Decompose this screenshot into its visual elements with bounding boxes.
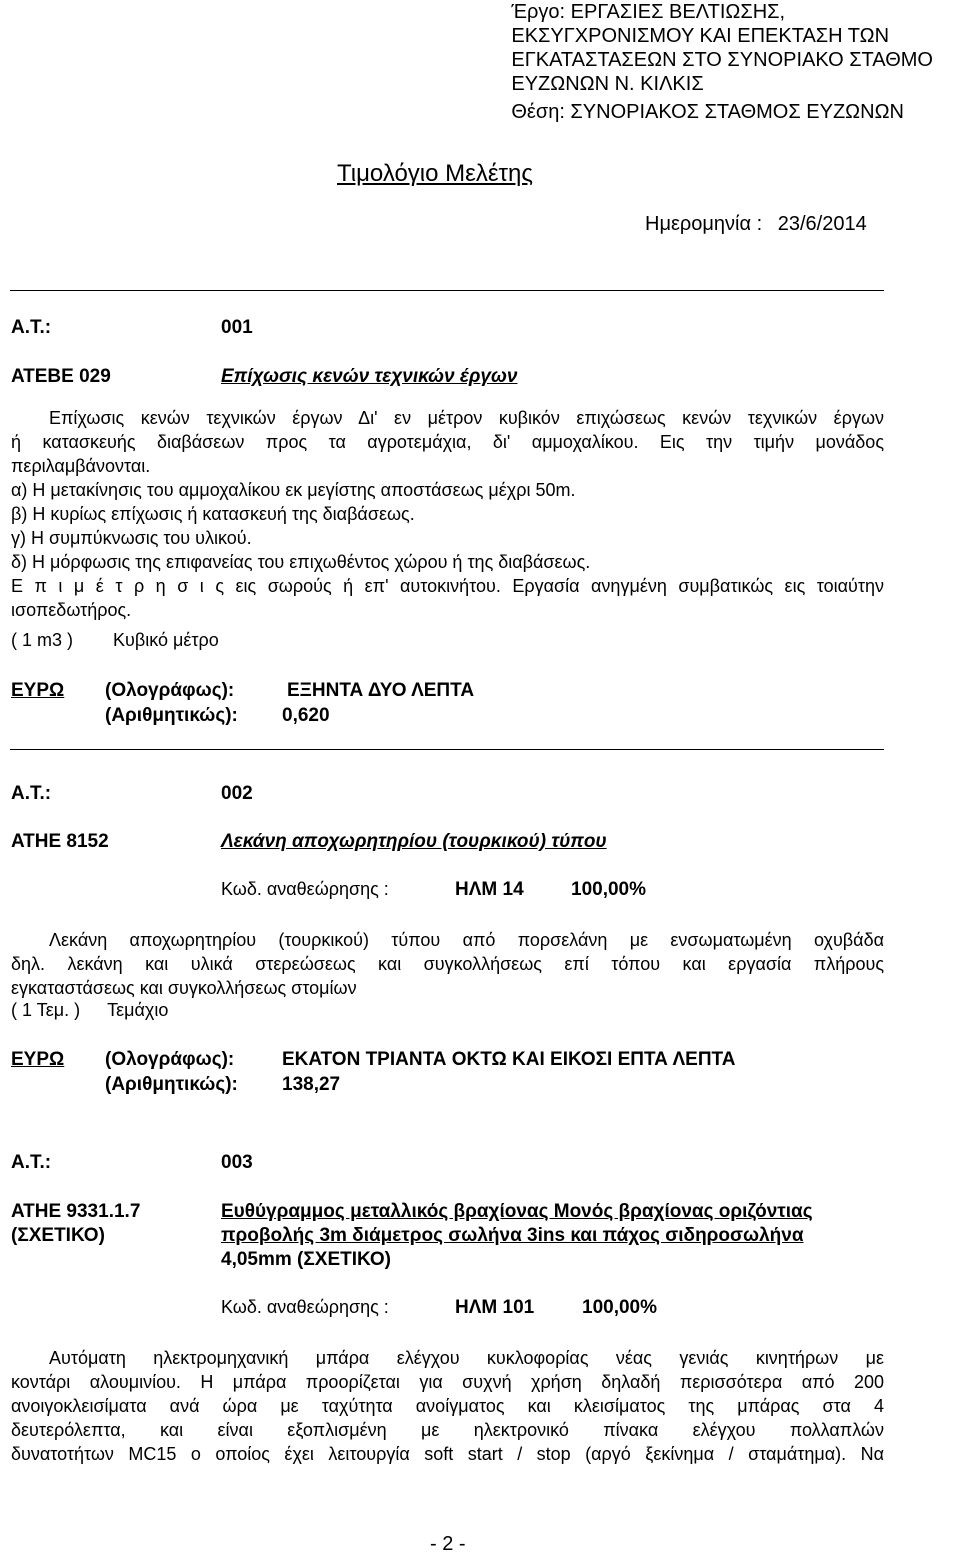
project-line: ΕΚΣΥΓΧΡΟΝΙΣΜΟΥ ΚΑΙ ΕΠΕΚΤΑΣΗ ΤΩΝ xyxy=(511,25,890,47)
project-header xyxy=(511,0,933,124)
description-line: ή κατασκευής διαβάσεων προς τα αγροτεμάχια, δι' αμμοχαλίκου. Εις την τιμήν μονάδος xyxy=(11,432,884,452)
description-line: Αυτόματη ηλεκτρομηχανική μπάρα ελέγχου κυκλοφορίας νέας γενιάς κινητήρων με xyxy=(49,1348,884,1368)
euro-label: ΕΥΡΩ xyxy=(11,680,65,701)
revision-code-value: ΗΛΜ 101 xyxy=(455,1297,535,1318)
description-line: εγκαταστάσεως και συγκολλήσεως στομίων xyxy=(11,978,357,998)
price-words-row xyxy=(11,1049,64,1071)
project-line: ΕΥΖΩΝΩΝ Ν. ΚΙΛΚΙΣ xyxy=(511,73,704,95)
description-line: κοντάρι αλουμινίου. Η μπάρα προορίζεται για συχνή χρήση δηλαδή περισσότερα από 200 xyxy=(11,1372,884,1392)
description-line: δ) Η μόρφωσις της επιφανείας του επιχωθέντος χώρου ή της διαβάσεως. xyxy=(11,552,591,572)
revision-code-value: ΗΛΜ 14 xyxy=(455,879,524,900)
revision-label: Κωδ. αναθεώρησης : xyxy=(221,1297,389,1317)
item-title-line: 4,05mm (ΣΧΕΤΙΚΟ) xyxy=(221,1249,391,1270)
project-line: Έργο: ΕΡΓΑΣΙΕΣ ΒΕΛΤΙΩΣΗΣ, xyxy=(511,1,786,23)
description-line: Επίχωσις κενών τεχνικών έργων Δι' εν μέτρον κυβικόν επιχώσεως κενών τεχνικών έργων xyxy=(49,408,884,428)
item-number: 002 xyxy=(221,783,253,804)
item-title-line: Ευθύγραμμος μεταλλικός βραχίονας Μονός βραχίονας οριζόντιας xyxy=(221,1201,813,1222)
item-title: Επίχωσις κενών τεχνικών έργων xyxy=(221,366,518,387)
revision-percent-value: 100,00% xyxy=(582,1297,658,1318)
description-line: Ε π ι μ έ τ ρ η σ ι ς εις σωρούς ή επ' αυτοκινήτου. Εργασία ανηγμένη συμβατικώς εις τοιαύτην xyxy=(11,576,884,596)
description-line: ανοιγοκλεισίματα ανά ώρα με ταχύτητα ανοίγματος και κλεισίματος της μπάρας στα 4 xyxy=(11,1396,884,1416)
price-words-row xyxy=(11,680,64,702)
unit-code: ( 1 m3 ) xyxy=(11,630,74,650)
in-words-label: (Ολογράφως): xyxy=(105,1049,235,1070)
price-in-numbers: 138,27 xyxy=(282,1074,341,1095)
revision-percent xyxy=(582,1297,657,1319)
project-line: ΕΓΚΑΤΑΣΤΑΣΕΩΝ ΣΤΟ ΣΥΝΟΡΙΑΚΟ ΣΤΑΘΜΟ xyxy=(511,49,933,71)
item-description xyxy=(11,1346,884,1466)
document-title: Τιμολόγιο Μελέτης xyxy=(337,160,533,187)
description-line: ισοπεδωτήρος. xyxy=(11,600,132,620)
description-line: α) Η μετακίνησις του αμμοχαλίκου εκ μεγίστης αποστάσεως μέχρι 50m. xyxy=(11,480,576,500)
price-in-words: ΕΞΗΝΤΑ ΔΥΟ ΛΕΠΤΑ xyxy=(287,680,475,701)
separator-line xyxy=(10,290,884,291)
item-code: ΑΤΗΕ 8152 xyxy=(11,831,109,852)
revision-label: Κωδ. αναθεώρησης : xyxy=(221,879,389,899)
item-title: Λεκάνη αποχωρητηρίου (τουρκικού) τύπου xyxy=(221,831,607,852)
date-value: 23/6/2014 xyxy=(777,213,867,235)
location-line: Θέση: ΣΥΝΟΡΙΑΚΟΣ ΣΤΑΘΜΟΣ ΕΥΖΩΝΩΝ xyxy=(511,101,904,123)
description-line: γ) Η συμπύκνωσις του υλικού. xyxy=(11,528,252,548)
at-label: Α.Τ.: xyxy=(11,783,52,804)
item-title xyxy=(221,1200,813,1272)
in-numbers-label: (Αριθμητικώς): xyxy=(105,1074,238,1095)
description-line: δυνατοτήτων MC15 ο οποίος έχει λειτουργία soft start / stop (αργό ξεκίνημα / σταμάτημα). Να xyxy=(11,1444,884,1464)
item-number: 003 xyxy=(221,1152,253,1173)
item-code: ΑΤΕΒΕ 029 xyxy=(11,366,111,387)
description-line: β) Η κυρίως επίχωσις ή κατασκευή της διαβάσεως. xyxy=(11,504,415,524)
euro-label: ΕΥΡΩ xyxy=(11,1049,65,1070)
in-words-label: (Ολογράφως): xyxy=(105,680,235,701)
item-number: 001 xyxy=(221,317,253,338)
price-in-words: ΕΚΑΤΟΝ ΤΡΙΑΝΤΑ ΟΚΤΩ ΚΑΙ ΕΙΚΟΣΙ ΕΠΤΑ ΛΕΠΤΑ xyxy=(282,1049,736,1070)
item-code-line: (ΣΧΕΤΙΚΟ) xyxy=(11,1225,105,1246)
price-in-numbers: 0,620 xyxy=(282,705,330,726)
page-number: - 2 - xyxy=(430,1533,466,1555)
description-line: δηλ. λεκάνη και υλικά στερεώσεως και συγκολλήσεως επί τόπου και εργασία πλήρους xyxy=(11,954,884,974)
revision-percent-value: 100,00% xyxy=(571,879,647,900)
unit-name: Κυβικό μέτρο xyxy=(113,630,219,650)
date-label: Ημερομηνία : xyxy=(645,213,763,235)
revision-row xyxy=(221,1297,389,1318)
item-description xyxy=(11,406,884,622)
date-row xyxy=(645,213,867,236)
revision-code xyxy=(455,1297,534,1319)
unit-name: Τεμάχιο xyxy=(107,1000,169,1020)
item-description xyxy=(11,928,884,1000)
separator-line xyxy=(10,749,884,750)
description-line: περιλαμβάνονται. xyxy=(11,456,151,476)
unit-row xyxy=(11,630,219,651)
revision-percent xyxy=(571,879,646,901)
item-code-line: ΑΤΗΕ 9331.1.7 xyxy=(11,1201,141,1222)
revision-row xyxy=(221,879,389,900)
item-code xyxy=(11,1200,140,1248)
unit-code: ( 1 Τεμ. ) xyxy=(11,1000,81,1020)
unit-row xyxy=(11,1000,168,1021)
revision-code xyxy=(455,879,524,901)
at-label: Α.Τ.: xyxy=(11,1152,52,1173)
item-title-line: προβολής 3m διάμετρος σωλήνα 3ins και πάχος σιδηροσωλήνα xyxy=(221,1225,804,1246)
description-line: Λεκάνη αποχωρητηρίου (τουρκικού) τύπου από πορσελάνη με ενσωματωμένη οχυβάδα xyxy=(49,930,884,950)
description-line: δευτερόλεπτα, και είναι εξοπλισμένη με ηλεκτρονικό πίνακα ελέγχου πολλαπλών xyxy=(11,1420,884,1440)
in-numbers-label: (Αριθμητικώς): xyxy=(105,705,238,726)
at-label: Α.Τ.: xyxy=(11,317,52,338)
